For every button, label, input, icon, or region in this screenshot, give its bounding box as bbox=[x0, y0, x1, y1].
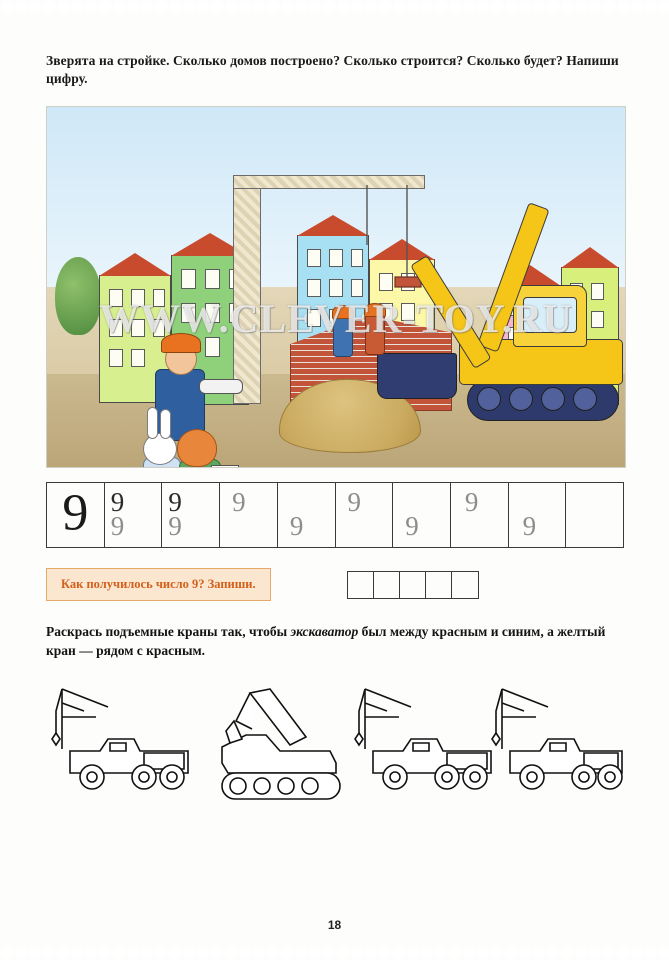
answer-cell[interactable] bbox=[452, 572, 478, 598]
bunny-ear bbox=[147, 407, 158, 439]
answer-cell[interactable] bbox=[400, 572, 426, 598]
task1-instruction: Зверята на стройке. Сколько домов построено? Сколько строится? Сколько будет? Напиши цифру. bbox=[46, 53, 619, 87]
answer-cell[interactable] bbox=[374, 572, 400, 598]
window bbox=[591, 283, 604, 300]
digit-tracing-row bbox=[46, 482, 624, 548]
answer-cell[interactable] bbox=[348, 572, 374, 598]
trace-digit-dotted: 9 bbox=[232, 487, 246, 518]
task3-instruction-part2: был между красным и синим, а желтый кран — рядом с красным. bbox=[46, 624, 606, 659]
window bbox=[181, 269, 196, 289]
window bbox=[401, 303, 415, 321]
tracing-cell[interactable] bbox=[336, 483, 394, 547]
window bbox=[307, 279, 321, 297]
roof bbox=[99, 253, 171, 276]
window bbox=[131, 319, 145, 337]
window bbox=[329, 279, 343, 297]
tracing-cell[interactable] bbox=[105, 483, 163, 547]
window bbox=[307, 309, 321, 327]
trace-digit-dotted: 9 bbox=[168, 511, 182, 542]
trace-digit-dotted: 9 bbox=[347, 487, 362, 518]
watermark: WWW.CLEVER-TOY.RU bbox=[99, 295, 573, 341]
trace-digit-dotted: 9 bbox=[289, 511, 304, 542]
tracing-model-cell bbox=[47, 483, 105, 547]
trace-digit: 9 bbox=[110, 487, 125, 518]
foreman-helmet-icon bbox=[161, 333, 201, 353]
worker-on-wall bbox=[333, 315, 353, 357]
window bbox=[109, 289, 123, 307]
trace-digit-dotted: 9 bbox=[405, 511, 419, 542]
worker-on-wall bbox=[365, 313, 385, 355]
window bbox=[591, 311, 604, 328]
construction-site-illustration bbox=[46, 106, 626, 468]
crane-truck-1[interactable] bbox=[48, 677, 198, 817]
vehicles-row bbox=[46, 677, 624, 827]
tracing-cell[interactable] bbox=[509, 483, 567, 547]
answer-boxes[interactable] bbox=[347, 571, 479, 599]
window bbox=[131, 289, 145, 307]
window bbox=[181, 303, 196, 323]
page-number: 18 bbox=[327, 918, 342, 932]
trace-digit-dotted: 9 bbox=[464, 487, 479, 518]
excavator-window bbox=[523, 297, 577, 333]
tracing-cell[interactable] bbox=[278, 483, 336, 547]
helmet-icon bbox=[332, 305, 354, 319]
tree-icon bbox=[55, 257, 101, 335]
model-digit: 9 bbox=[62, 485, 89, 543]
window bbox=[153, 289, 165, 307]
tracing-cell[interactable] bbox=[220, 483, 278, 547]
window bbox=[109, 319, 123, 337]
tracing-cell[interactable] bbox=[451, 483, 509, 547]
task3-instruction-italic: экскаватор bbox=[290, 624, 359, 640]
helmet-icon bbox=[364, 303, 386, 317]
trace-digit-dotted: 9 bbox=[522, 511, 537, 542]
task3-instruction bbox=[46, 623, 626, 661]
trace-digit: 9 bbox=[168, 487, 182, 518]
task2-banner: Как получилось число 9? Запиши. bbox=[46, 568, 271, 601]
tower-crane-mast bbox=[233, 187, 261, 404]
crane-truck-3[interactable] bbox=[488, 677, 638, 817]
window bbox=[205, 269, 220, 289]
window bbox=[109, 349, 123, 367]
fox-head bbox=[177, 429, 217, 467]
foreman-arm bbox=[199, 379, 243, 394]
trace-digit-dotted: 9 bbox=[110, 511, 125, 542]
page-content bbox=[46, 52, 626, 827]
roof bbox=[561, 247, 619, 268]
crane-truck-2[interactable] bbox=[351, 677, 501, 817]
notebook-icon bbox=[211, 465, 239, 468]
tracing-cell[interactable] bbox=[162, 483, 220, 547]
page-edge-bottom bbox=[0, 946, 669, 960]
window bbox=[329, 249, 343, 267]
window bbox=[205, 303, 220, 323]
excavator-bucket bbox=[377, 353, 457, 399]
excavator[interactable] bbox=[206, 677, 356, 817]
tracing-cell[interactable] bbox=[566, 483, 623, 547]
window bbox=[307, 249, 321, 267]
tracing-cell[interactable] bbox=[393, 483, 451, 547]
task3-instruction-part1: Раскрась подъемные краны так, чтобы bbox=[46, 624, 291, 640]
window bbox=[131, 349, 145, 367]
window bbox=[205, 337, 220, 357]
answer-cell[interactable] bbox=[426, 572, 452, 598]
window bbox=[153, 319, 165, 337]
page-edge-top bbox=[0, 0, 669, 14]
bunny-ear bbox=[160, 409, 171, 439]
task2-row bbox=[46, 568, 626, 601]
